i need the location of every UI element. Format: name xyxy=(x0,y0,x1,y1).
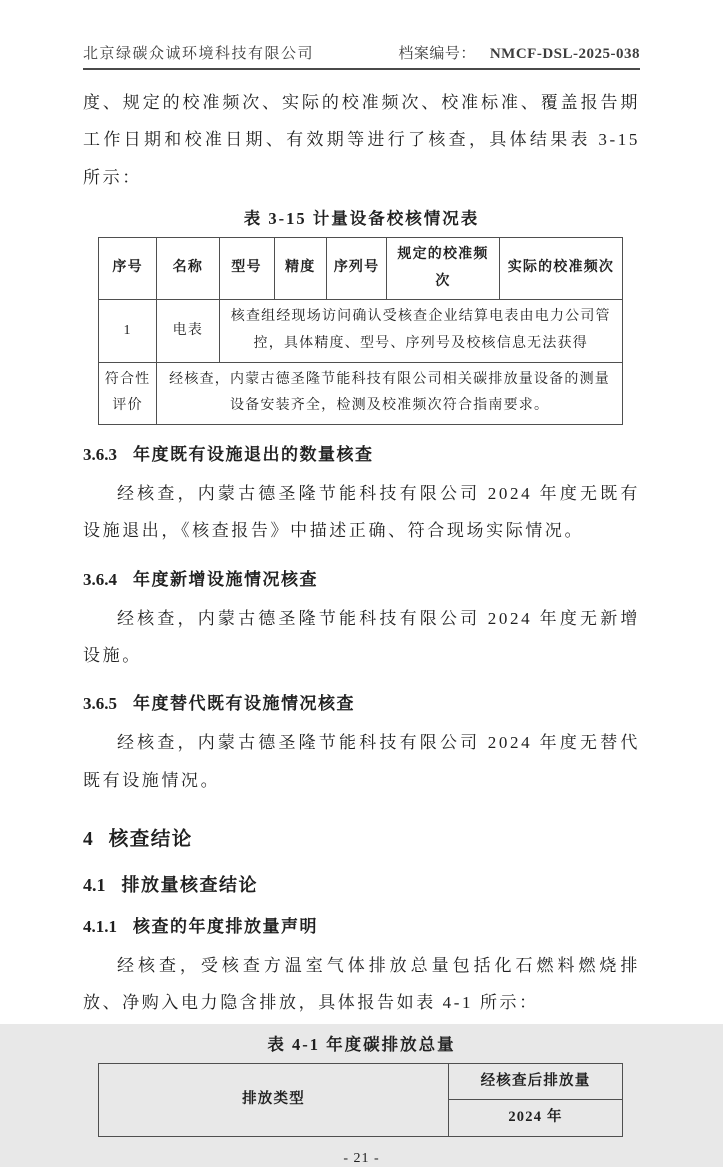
col-header-seq: 序号 xyxy=(99,238,157,300)
section-body-4-1-1: 经核查，受核查方温室气体排放总量包括化石燃料燃烧排放、净购入电力隐含排放，具体报告如表 4-1 所示： xyxy=(83,956,640,1013)
file-number-label: 档案编号： xyxy=(398,46,476,62)
chapter-number: 4 xyxy=(83,829,93,851)
page-number: - 21 - xyxy=(343,1150,380,1166)
section-body-3-6-3: 经核查，内蒙古德圣隆节能科技有限公司 2024 年度无既有设施退出，《核查报告》中描述正确、符合现场实际情况。 xyxy=(83,483,640,541)
table-3-15 xyxy=(98,237,623,425)
section-title: 核查的年度排放量声明 xyxy=(133,917,318,937)
col-header-required-freq: 规定的校准频次 xyxy=(387,238,500,300)
cell-verified-emission: 经核查后排放量 xyxy=(449,1063,623,1100)
section-body-3-6-5: 经核查，内蒙古德圣隆节能科技有限公司 2024 年度无替代既有设施情况。 xyxy=(83,733,640,790)
section-number: 3.6.5 xyxy=(83,694,117,714)
header-company-name: 北京绿碳众诚环境科技有限公司 xyxy=(83,46,315,62)
file-number-value: NMCF-DSL-2025-038 xyxy=(489,46,640,62)
table-3-15-title: 表 3-15 计量设备校核情况表 xyxy=(243,209,480,229)
table-row xyxy=(99,1063,623,1100)
table-row xyxy=(99,362,623,424)
section-heading-3-6-3 xyxy=(83,440,640,465)
section-heading-4-1 xyxy=(83,871,640,897)
section-heading-3-6-4 xyxy=(83,565,640,590)
col-header-model: 型号 xyxy=(219,238,274,300)
section-number: 4.1 xyxy=(83,875,106,896)
section-number: 4.1.1 xyxy=(83,917,117,937)
section-body-3-6-4: 经核查，内蒙古德圣隆节能科技有限公司 2024 年度无新增设施。 xyxy=(83,608,640,665)
col-header-precision: 精度 xyxy=(274,238,326,300)
section-number: 3.6.4 xyxy=(83,569,117,589)
col-header-name: 名称 xyxy=(157,238,219,300)
chapter-title: 核查结论 xyxy=(108,829,193,851)
cell-meter-note: 核查组经现场访问确认受核查企业结算电表由电力公司管控，具体精度、型号、序列号及校核信息无法获得 xyxy=(219,300,623,362)
cell-seq: 1 xyxy=(99,300,157,362)
section-number: 3.6.3 xyxy=(83,444,117,464)
section-title: 年度替代既有设施情况核查 xyxy=(133,694,355,714)
section-title: 年度新增设施情况核查 xyxy=(133,569,318,589)
cell-name: 电表 xyxy=(157,300,219,362)
cell-conformity-label: 符合性评价 xyxy=(99,362,157,424)
header-file-number xyxy=(398,42,640,63)
col-header-actual-freq: 实际的校准频次 xyxy=(499,238,622,300)
cell-year-2024: 2024 年 xyxy=(449,1100,623,1137)
chapter-heading-4 xyxy=(83,823,640,851)
section-title: 年度既有设施退出的数量核查 xyxy=(133,444,374,464)
page-header xyxy=(83,42,640,70)
table-4-1-title: 表 4-1 年度碳排放总量 xyxy=(267,1034,456,1054)
table-row xyxy=(99,300,623,362)
col-header-serial: 序列号 xyxy=(326,238,386,300)
table-row xyxy=(99,238,623,300)
cell-emission-type: 排放类型 xyxy=(99,1063,449,1136)
section-heading-3-6-5 xyxy=(83,689,640,714)
section-title: 排放量核查结论 xyxy=(121,875,258,896)
cell-conformity-note: 经核查，内蒙古德圣隆节能科技有限公司相关碳排放量设备的测量设备安装齐全，检测及校准频次符合指南要求。 xyxy=(157,362,623,424)
intro-paragraph: 度、规定的校准频次、实际的校准频次、校准标准、覆盖报告期工作日期和校准日期、有效期等进行了核查，具体结果表 3-15 所示： xyxy=(83,93,640,187)
section-heading-4-1-1 xyxy=(83,912,640,937)
table-4-1 xyxy=(98,1063,623,1137)
